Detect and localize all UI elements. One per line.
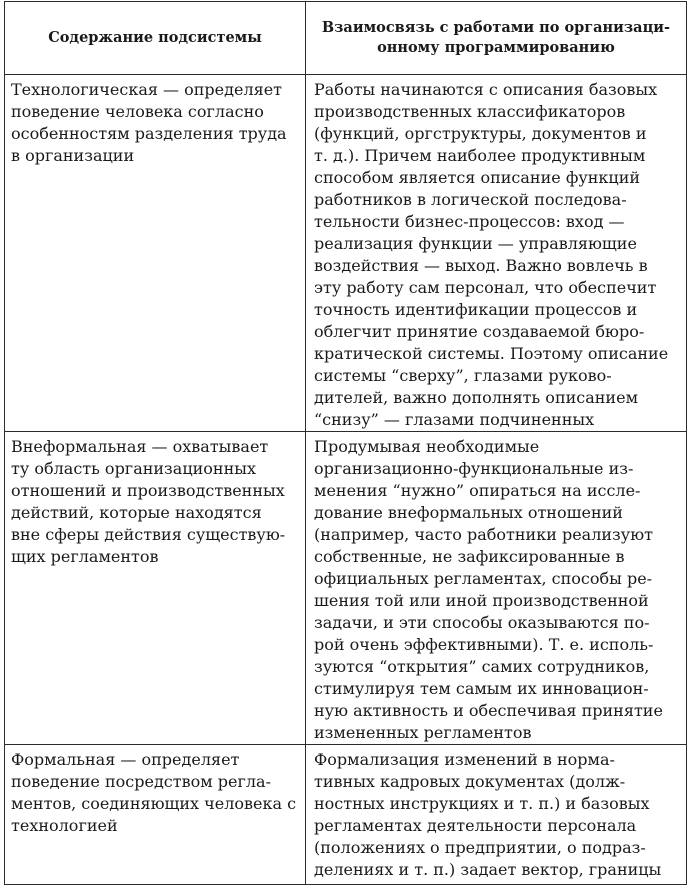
cell-text-line: (функций, оргструктуры, документов и [314, 124, 647, 143]
cell-text-line: в организации [11, 146, 135, 165]
cell-text-line: производственных классификаторов [314, 102, 626, 121]
cell-text-line: точность идентификации процессов и [314, 300, 638, 319]
cell-text-line: работников в логической последова- [314, 190, 627, 209]
cell-text-line: организационно-функциональные из- [314, 459, 634, 478]
cell-text-line: Формализация изменений в норма- [314, 750, 615, 769]
cell-text-line: Технологическая — определяет [11, 80, 283, 99]
header-left-text: Содержание подсистемы [48, 29, 262, 46]
cell-text-line: ностных инструкциях и т. п.) и базовых [314, 794, 650, 813]
cell-subsystem-technological [5, 75, 306, 432]
cell-text-line: эту работу сам персонал, что обеспечит [314, 278, 657, 297]
cell-relationship-formal [306, 745, 687, 885]
header-right-line: Взаимосвязь с работами по организаци- [321, 19, 671, 36]
header-relationship [306, 2, 687, 75]
cell-text-line: дование внеформальных отношений [314, 503, 623, 522]
cell-subsystem-formal [5, 745, 306, 885]
cell-text-line: способом является описание функций [314, 168, 641, 187]
cell-text-line: кратической системы. Поэтому описание [314, 344, 669, 363]
cell-text-line: отношений и производственных [11, 481, 285, 500]
cell-text-line: воздействия — выход. Важно вовлечь в [314, 256, 648, 275]
cell-text-line: регламентах деятельности персонала [314, 816, 637, 835]
cell-text-line: тельности бизнес-процессов: вход — [314, 212, 625, 231]
cell-text-line: облегчит принятие создаваемой бюро- [314, 322, 645, 341]
cell-subsystem-informal [5, 432, 306, 745]
cell-text-line: поведение посредством регла- [11, 772, 271, 791]
cell-text-line: Работы начинаются с описания базовых [314, 80, 658, 99]
cell-text-line: шения той или иной производственной [314, 591, 649, 610]
cell-relationship-technological [306, 75, 687, 432]
cell-text-line: официальных регламентах, способы ре- [314, 569, 653, 588]
cell-text-line: действий, которые находятся [11, 503, 262, 522]
cell-text-line: Продумывая необходимые [314, 437, 540, 456]
table-row-formal [5, 745, 687, 885]
cell-text-line: (положениях о предприятии, о подраз- [314, 838, 646, 857]
cell-text-line: (например, часто работники реализуют [314, 525, 653, 544]
cell-text-line: вне сферы действия существую- [11, 525, 286, 544]
cell-text-line: системы “сверху”, глазами руково- [314, 366, 612, 385]
subsystems-table [4, 1, 687, 885]
cell-text-line: ментов, соединяющих человека с [11, 794, 297, 813]
cell-text-line: зуются “открытия” самих сотрудников, [314, 657, 650, 676]
cell-text-line: собственные, не зафиксированные в [314, 547, 625, 566]
cell-text-line: особенностям разделения труда [11, 124, 287, 143]
cell-text-line: менения “нужно” опираться на иссле- [314, 481, 641, 500]
cell-text-line: тивных кадровых документах (долж- [314, 772, 626, 791]
header-right-line: онному программированию [377, 39, 615, 56]
cell-text-line: измененных регламентов [314, 723, 532, 742]
cell-text-line: стимулируя тем самым их инновацион- [314, 679, 649, 698]
cell-text-line: Внеформальная — охватывает [11, 437, 269, 456]
cell-text-line: щих регламентов [11, 547, 159, 566]
cell-text-line: поведение человека согласно [11, 102, 264, 121]
cell-relationship-informal [306, 432, 687, 745]
cell-text-line: “снизу” — глазами подчиненных [314, 410, 595, 429]
cell-text-line: дителей, важно дополнять описанием [314, 388, 639, 407]
header-subsystem-content [5, 2, 306, 75]
cell-text-line: Формальная — определяет [11, 750, 240, 769]
table-header-row [5, 2, 687, 75]
cell-text-line: делениях и т. п.) задает вектор, границы [314, 860, 662, 879]
table-row-informal [5, 432, 687, 745]
cell-text-line: технологией [11, 816, 118, 835]
cell-text-line: ную активность и обеспечивая принятие [314, 701, 663, 720]
cell-text-line: т. д.). Причем наиболее продуктивным [314, 146, 646, 165]
table-row-technological [5, 75, 687, 432]
cell-text-line: задачи, и эти способы оказываются по- [314, 613, 650, 632]
cell-text-line: ту область организационных [11, 459, 256, 478]
cell-text-line: рой очень эффективными). Т. е. исполь- [314, 635, 654, 654]
cell-text-line: реализация функции — управляющие [314, 234, 637, 253]
